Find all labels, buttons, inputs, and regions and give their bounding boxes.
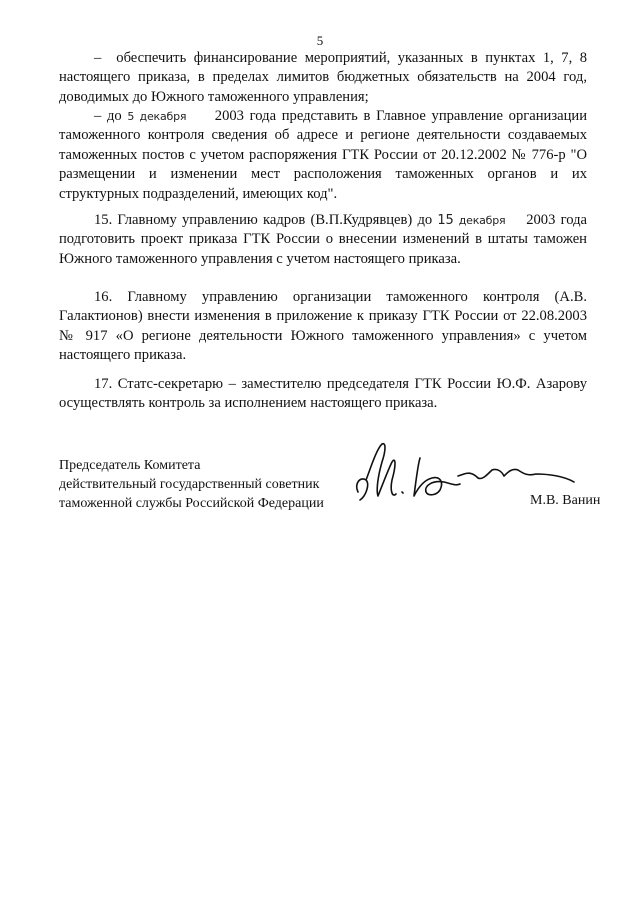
handwritten-day: 15 <box>437 213 454 228</box>
signer-name: М.В. Ванин <box>530 493 601 508</box>
signature-stroke-tail <box>458 469 574 482</box>
item-15-text-before: Главному управлению кадров (В.П.Кудрявцев) до <box>112 212 438 228</box>
item-number: 17. <box>94 376 113 392</box>
paragraph-post-info <box>59 107 587 204</box>
item-17-text: Статс-секретарю – заместителю председателя ГТК России Ю.Ф. Азарову осуществлять контроль за исполнением настоящего приказа. <box>59 376 587 412</box>
signatory-title-line: Председатель Комитета <box>59 458 201 473</box>
signature-stroke-m <box>357 444 396 500</box>
item-16-text: Главному управлению организации таможенного контроля (А.В. Галактионов) внести изменения в приложение к приказу ГТК России от 22.08.2003 № 917 «О регионе деятельности Южного таможенного управления» с учетом настоящего приказа. <box>59 289 587 364</box>
paragraph-item-17 <box>59 375 587 414</box>
signature-stroke-dot <box>402 492 403 493</box>
page-number: 5 <box>316 33 324 48</box>
signature-stroke-l <box>414 458 460 496</box>
signatory-title-line: таможенной службы Российской Федерации <box>59 496 324 511</box>
post-info-text: 2003 года представить в Главное управление организации таможенного контроля сведения об адресе и регионе деятельности создаваемых таможенных постов с учетом распоряжения ГТК России от 20.12.2002 № 776-р "О размещении и изменении мест расположения таможенных органов и их структурных подразделений, имеющих код". <box>59 108 588 202</box>
deadline-prefix: – до <box>94 108 128 124</box>
handwritten-date: 5 декабря <box>127 110 187 123</box>
paragraph-financing <box>59 49 587 107</box>
item-number: 15. <box>94 212 113 228</box>
handwritten-month: декабря <box>458 214 506 227</box>
dash: – <box>94 50 102 66</box>
paragraph-item-16 <box>59 288 587 366</box>
financing-text: обеспечить финансирование мероприятий, указанных в пунктах 1, 7, 8 настоящего приказа, в пределах лимитов бюджетных обязательств на 2004 год, доводимых до Южного таможенного управления; <box>59 50 587 105</box>
item-15-text-after: 2003 года подготовить проект приказа ГТК России о внесении изменений в штаты таможен Южного таможенного управления с учетом настоящего приказа. <box>59 212 587 267</box>
paragraph-item-15 <box>59 211 587 269</box>
item-number: 16. <box>94 289 113 305</box>
signatory-title <box>59 456 324 513</box>
signatory-title-line: действительный государственный советник <box>59 477 320 492</box>
